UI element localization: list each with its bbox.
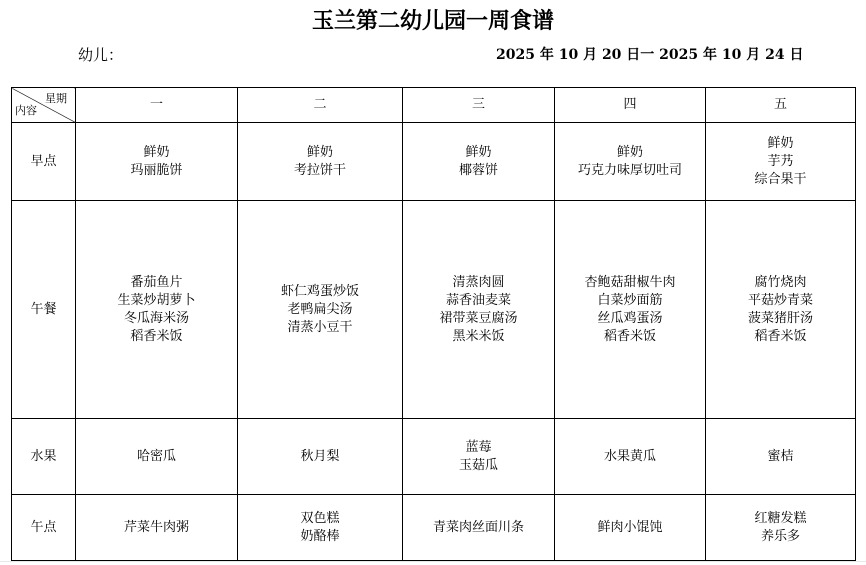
corner-weekday-label: 星期	[45, 92, 67, 105]
menu-cell	[76, 419, 238, 495]
menu-item: 稻香米饭	[603, 328, 656, 344]
menu-cell	[76, 495, 238, 561]
day-header: 五	[706, 88, 856, 123]
page-edge-line	[0, 561, 866, 562]
menu-item: 秋月梨	[300, 448, 340, 464]
menu-item: 生菜炒胡萝卜	[117, 292, 196, 308]
menu-item: 平菇炒青菜	[747, 292, 813, 308]
menu-item: 玛丽脆饼	[130, 162, 183, 178]
meal-type-label: 午点	[12, 495, 76, 561]
corner-header-cell	[12, 88, 76, 123]
menu-cell	[403, 123, 555, 201]
menu-item: 椰蓉饼	[458, 162, 498, 178]
menu-cell	[706, 123, 856, 201]
day-header: 二	[238, 88, 403, 123]
menu-item: 水果黄瓜	[603, 448, 656, 464]
meal-type-label: 水果	[12, 419, 76, 495]
menu-item: 番茄鱼片	[130, 274, 183, 290]
meal-type-label: 午餐	[12, 201, 76, 419]
header-row	[12, 88, 856, 123]
menu-cell	[403, 201, 555, 419]
meal-type-label: 早点	[12, 123, 76, 201]
menu-cell	[706, 201, 856, 419]
menu-item: 玉菇瓜	[458, 457, 498, 473]
menu-item: 鲜奶	[306, 144, 333, 160]
menu-item: 青菜肉丝面川条	[432, 519, 524, 535]
menu-item: 考拉饼干	[293, 162, 346, 178]
menu-item: 黑米米饭	[452, 328, 505, 344]
menu-item: 清蒸肉圆	[452, 274, 505, 290]
menu-item: 奶酪棒	[300, 528, 340, 544]
meal-row	[12, 201, 856, 419]
menu-item: 芹菜牛肉粥	[123, 519, 189, 535]
meal-row	[12, 419, 856, 495]
menu-cell	[403, 495, 555, 561]
menu-cell	[238, 495, 403, 561]
corner-content-label: 内容	[15, 104, 37, 117]
menu-item: 养乐多	[760, 528, 800, 544]
day-header: 三	[403, 88, 555, 123]
menu-item: 蜜桔	[767, 448, 794, 464]
menu-cell	[706, 495, 856, 561]
child-name-label: 幼儿：	[78, 46, 124, 64]
menu-item: 稻香米饭	[754, 328, 807, 344]
menu-title: 玉兰第二幼儿园一周食谱	[311, 8, 554, 34]
menu-cell	[238, 123, 403, 201]
menu-cell	[706, 419, 856, 495]
menu-cell	[555, 201, 706, 419]
menu-cell	[238, 201, 403, 419]
menu-item: 丝瓜鸡蛋汤	[597, 310, 663, 326]
menu-item: 蒜香油麦菜	[445, 292, 511, 308]
menu-item: 综合果干	[754, 171, 807, 187]
menu-cell	[76, 123, 238, 201]
meal-row	[12, 495, 856, 561]
menu-item: 鲜奶	[143, 144, 170, 160]
menu-item: 清蒸小豆干	[287, 319, 353, 335]
menu-cell	[76, 201, 238, 419]
menu-item: 红糖发糕	[754, 510, 807, 526]
menu-item: 巧克力味厚切吐司	[577, 162, 682, 178]
menu-cell	[555, 123, 706, 201]
meal-row	[12, 123, 856, 201]
menu-cell	[555, 495, 706, 561]
date-range: 2025 年 10 月 20 日一 2025 年 10 月 24 日	[496, 47, 804, 63]
menu-item: 双色糕	[300, 510, 340, 526]
menu-cell	[238, 419, 403, 495]
menu-item: 鲜奶	[616, 144, 643, 160]
menu-item: 老鸭扁尖汤	[287, 301, 353, 317]
menu-item: 杏鲍菇甜椒牛肉	[584, 274, 676, 290]
weekly-menu-table	[11, 87, 856, 561]
menu-item: 腐竹烧肉	[754, 274, 807, 290]
menu-item: 鲜肉小馄饨	[597, 519, 663, 535]
menu-item: 蓝莓	[465, 439, 492, 455]
menu-item: 冬瓜海米汤	[123, 310, 189, 326]
menu-item: 鲜奶	[465, 144, 492, 160]
menu-cell	[555, 419, 706, 495]
menu-item: 哈密瓜	[136, 448, 176, 464]
menu-cell	[403, 419, 555, 495]
day-header: 一	[76, 88, 238, 123]
menu-item: 裙带菜豆腐汤	[439, 310, 518, 326]
menu-item: 虾仁鸡蛋炒饭	[280, 283, 359, 299]
menu-item: 白菜炒面筋	[597, 292, 663, 308]
menu-item: 稻香米饭	[130, 328, 183, 344]
day-header: 四	[555, 88, 706, 123]
menu-item: 芋艿	[767, 153, 794, 169]
menu-item: 鲜奶	[767, 135, 794, 151]
menu-item: 菠菜猪肝汤	[747, 310, 813, 326]
